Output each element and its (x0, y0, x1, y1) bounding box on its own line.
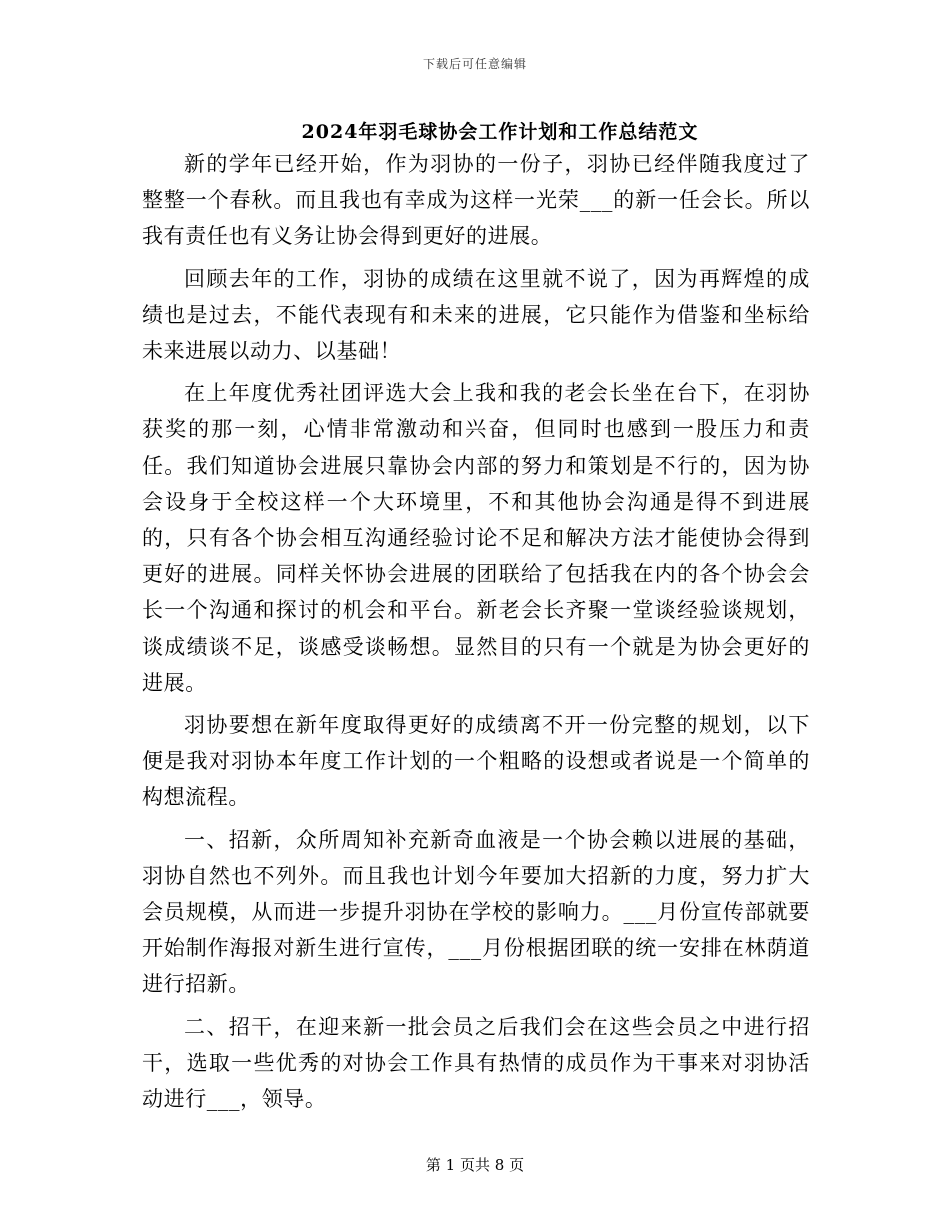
paragraph-5: 一、招新，众所周知补充新奇血液是一个协会赖以进展的基础，羽协自然也不列外。而且我也计划今年要加大招新的力度，努力扩大会员规模，从而进一步提升羽协在学校的影响力。___月份宣传部就要开始制作海报对新生进行宣传，___月份根据团联的统一安排在林荫道进行招新。 (142, 827, 810, 997)
page-number: 第 1 页共 8 页 (425, 1156, 525, 1174)
paragraph-1: 新的学年已经开始，作为羽协的一份子，羽协已经伴随我度过了整整一个春秋。而且我也有幸成为这样一光荣___的新一任会长。所以我有责任也有义务让协会得到更好的进展。 (142, 152, 810, 249)
document-body (142, 146, 810, 1117)
paragraph-6: 二、招干，在迎来新一批会员之后我们会在这些会员之中进行招干，选取一些优秀的对协会工作具有热情的成员作为干事来对羽协活动进行___，领导。 (142, 1014, 810, 1112)
paragraph-4: 羽协要想在新年度取得更好的成绩离不开一份完整的规划，以下便是我对羽协本年度工作计划的一个粗略的设想或者说是一个简单的构想流程。 (142, 713, 810, 810)
header-note: 下载后可任意编辑 (422, 57, 527, 71)
paragraph-3: 在上年度优秀社团评选大会上我和我的老会长坐在台下，在羽协获奖的那一刻，心情非常激动和兴奋，但同时也感到一股压力和责任。我们知道协会进展只靠协会内部的努力和策划是不行的，因为协会设身于全校这样一个大环境里，不和其他协会沟通是得不到进展的，只有各个协会相互沟通经验讨论不足和解决方法才能使协会得到更好的进展。同样关怀协会进展的团联给了包括我在内的各个协会会长一个沟通和探讨的机会和平台。新老会长齐聚一堂谈经验谈规划，谈成绩谈不足，谈感受谈畅想。显然目的只有一个就是为协会更好的进展。 (142, 381, 810, 695)
paragraph-2: 回顾去年的工作，羽协的成绩在这里就不说了，因为再辉煌的成绩也是过去，不能代表现有和未来的进展，它只能作为借鉴和坐标给未来进展以动力、以基础！ (142, 266, 810, 364)
document-title: 2024年羽毛球协会工作计划和工作总结范文 (301, 121, 699, 143)
